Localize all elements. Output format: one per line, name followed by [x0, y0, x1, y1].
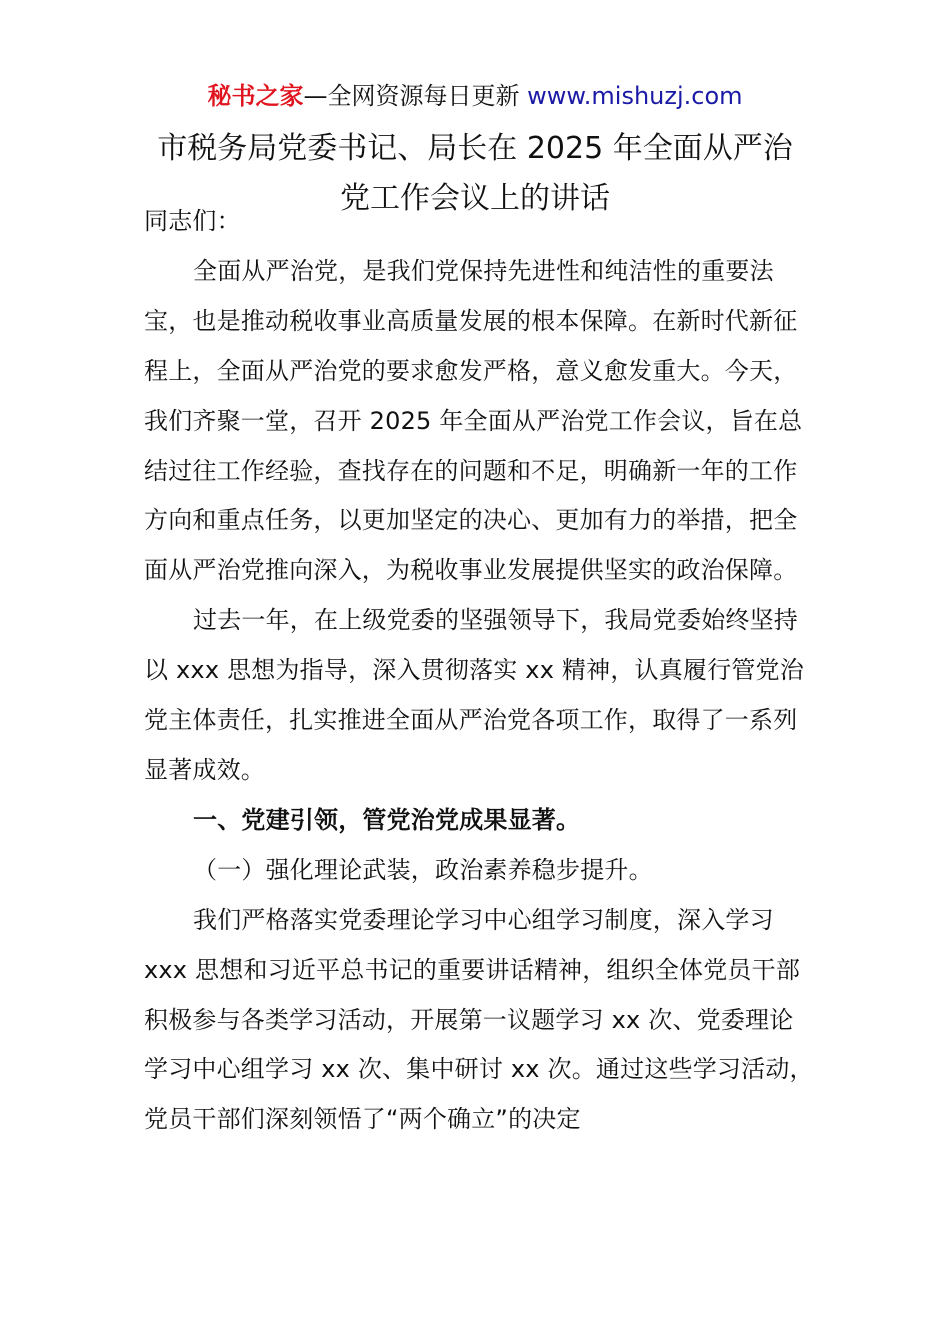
title-line-2: 党工作会议上的讲话	[340, 181, 610, 216]
paragraph-review: 过去一年，在上级党委的坚强领导下，我局党委始终坚持以 xxx 思想为指导，深入贯彻落实 xx 精神，认真履行管党治党主体责任，扎实推进全面从严治党各项工作，取得了一系列显著成效。	[144, 606, 804, 784]
document-body	[144, 197, 814, 1145]
banner-tagline: —全网资源每日更新	[303, 82, 520, 110]
title-line-1: 市税务局党委书记、局长在 2025 年全面从严治	[157, 131, 793, 166]
site-url-link[interactable]: www.mishuzj.com	[527, 82, 743, 110]
salutation: 同志们：	[144, 207, 241, 235]
subsection-heading: （一）强化理论武装，政治素养稳步提升。	[193, 855, 653, 884]
paragraph-intro: 全面从严治党，是我们党保持先进性和纯洁性的重要法宝，也是推动税收事业高质量发展的根本保障。在新时代新征程上，全面从严治党的要求愈发严格，意义愈发重大。今天，我们齐聚一堂，召开 2025 年全面从严治党工作会议，旨在总结过往工作经验，查找存在的问题和不足，明确新一年的工作方向和重点任务，以更加坚定的决心、更加有力的举措，把全面从严治党推向深入，为税收事业发展提供坚实的政治保障。	[144, 256, 803, 585]
site-banner	[0, 80, 950, 112]
paragraph-study: 我们严格落实党委理论学习中心组学习制度，深入学习 xxx 思想和习近平总书记的重要讲话精神，组织全体党员干部积极参与各类学习活动，开展第一议题学习 xx 次、党委理论学习中心组学习 xx 次、集中研讨 xx 次。通过这些学习活动，党员干部们深刻领悟了“两个确立”的决定	[144, 905, 814, 1134]
brand-name: 秘书之家	[207, 82, 304, 110]
section-heading: 一、党建引领，管党治党成果显著。	[193, 805, 581, 834]
